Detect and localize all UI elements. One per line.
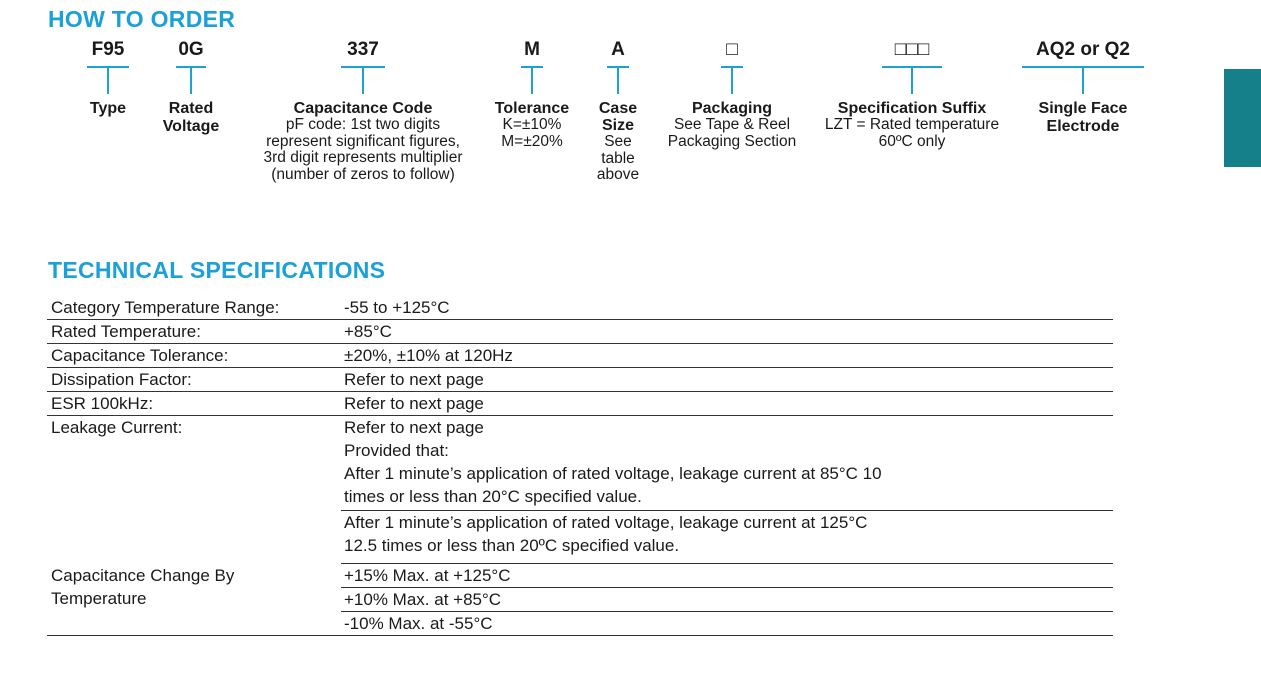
order-desc: 60ºC only xyxy=(878,132,946,150)
spec-label: Rated Temperature: xyxy=(47,320,341,344)
spec-label xyxy=(47,564,341,636)
order-stem xyxy=(617,68,619,94)
order-col-type xyxy=(84,38,132,117)
order-label: Specification Suffix xyxy=(837,100,987,117)
spec-value-text: -55 to +125°C xyxy=(344,298,450,317)
order-code: AQ2 or Q2 xyxy=(1036,39,1130,60)
spec-value-text: times or less than 20°C specified value. xyxy=(344,487,642,506)
order-label: Tolerance xyxy=(494,100,570,117)
order-label: Single Face xyxy=(1038,100,1128,117)
spec-table xyxy=(47,296,1113,636)
spec-row xyxy=(47,392,1113,416)
order-stem xyxy=(107,68,109,94)
spec-label: Capacitance Tolerance: xyxy=(47,344,341,368)
side-tab-marker xyxy=(1224,69,1261,167)
spec-row xyxy=(47,344,1113,368)
spec-value xyxy=(341,344,1113,368)
order-label-2: Electrode xyxy=(1046,118,1120,135)
order-desc: See Tape & Reel xyxy=(673,116,791,133)
order-code: F95 xyxy=(91,39,125,60)
order-desc: Packaging Section xyxy=(667,132,797,150)
spec-value-text: Refer to next page xyxy=(344,394,484,413)
order-desc: LZT = Rated temperature xyxy=(824,116,1000,133)
order-desc: 3rd digit represents multiplier xyxy=(263,149,463,166)
spec-value-text: Refer to next page xyxy=(344,370,484,389)
spec-row xyxy=(47,320,1113,344)
spec-row xyxy=(47,296,1113,320)
spec-value-text: -10% Max. at -55°C xyxy=(341,612,1113,636)
spec-value-para xyxy=(341,511,1113,564)
order-code: 0G xyxy=(178,39,204,60)
spec-value-text: 12.5 times or less than 20ºC specified value. xyxy=(344,536,680,555)
order-desc: pF code: 1st two digits xyxy=(285,116,441,133)
order-label: Packaging xyxy=(691,100,773,117)
spec-label: Leakage Current: xyxy=(51,418,183,437)
order-stem xyxy=(190,68,192,94)
spec-value xyxy=(341,296,1113,320)
order-desc: above xyxy=(596,166,640,183)
order-code: □ xyxy=(726,39,738,60)
order-code: □□□ xyxy=(894,39,930,60)
spec-value-text: +10% Max. at +85°C xyxy=(341,588,1113,612)
spec-value-para xyxy=(341,416,1113,511)
spec-row-leakage-current xyxy=(47,416,1113,564)
order-col-case-size xyxy=(590,38,646,184)
spec-label-line: Capacitance Change By xyxy=(51,566,235,585)
order-desc: M=±20% xyxy=(501,132,563,150)
order-desc: represent significant figures, xyxy=(266,132,460,150)
spec-row-capacitance-change xyxy=(47,564,1113,636)
order-label: Case xyxy=(598,100,638,117)
order-code: 337 xyxy=(347,39,379,60)
order-desc: K=±10% xyxy=(502,116,562,133)
spec-values xyxy=(341,416,1113,564)
order-desc: See xyxy=(604,133,632,150)
order-label: Rated xyxy=(168,100,214,117)
spec-label-line: Temperature xyxy=(51,589,147,608)
order-label-2: Size xyxy=(601,117,634,134)
order-col-tolerance xyxy=(492,38,572,150)
spec-value-text: +15% Max. at +125°C xyxy=(341,564,1113,588)
order-col-specification-suffix xyxy=(814,38,1010,150)
order-col-capacitance-code xyxy=(252,38,474,183)
spec-value-text: Refer to next page xyxy=(344,418,484,437)
order-col-single-face-electrode xyxy=(1022,38,1144,135)
spec-value-text: After 1 minute’s application of rated voltage, leakage current at 125°C xyxy=(344,513,868,532)
order-label-2: Voltage xyxy=(162,118,220,135)
spec-value-text: Provided that: xyxy=(344,441,449,460)
spec-label: Category Temperature Range: xyxy=(47,296,341,320)
order-col-rated-voltage xyxy=(160,38,222,135)
spec-values xyxy=(341,564,1113,636)
spec-value-text: After 1 minute’s application of rated voltage, leakage current at 85°C 10 xyxy=(344,464,882,483)
order-code: A xyxy=(611,39,625,60)
order-stem xyxy=(731,68,733,94)
spec-value-text: +85°C xyxy=(344,322,392,341)
order-desc: (number of zeros to follow) xyxy=(271,165,455,183)
order-desc: table xyxy=(601,149,635,167)
spec-label: ESR 100kHz: xyxy=(47,392,341,416)
spec-value-text: ±20%, ±10% at 120Hz xyxy=(344,346,513,365)
technical-specifications-title: TECHNICAL SPECIFICATIONS xyxy=(48,257,386,283)
order-stem xyxy=(531,68,533,94)
spec-value xyxy=(341,320,1113,344)
spec-value xyxy=(341,392,1113,416)
order-col-packaging xyxy=(662,38,802,150)
spec-label: Dissipation Factor: xyxy=(47,368,341,392)
spec-row xyxy=(47,368,1113,392)
order-stem xyxy=(911,68,913,94)
order-label: Type xyxy=(89,100,127,117)
order-stem xyxy=(362,68,364,94)
order-code: M xyxy=(524,39,540,60)
order-label: Capacitance Code xyxy=(293,100,433,117)
how-to-order-title: HOW TO ORDER xyxy=(48,6,236,32)
spec-value xyxy=(341,368,1113,392)
order-stem xyxy=(1082,68,1084,94)
